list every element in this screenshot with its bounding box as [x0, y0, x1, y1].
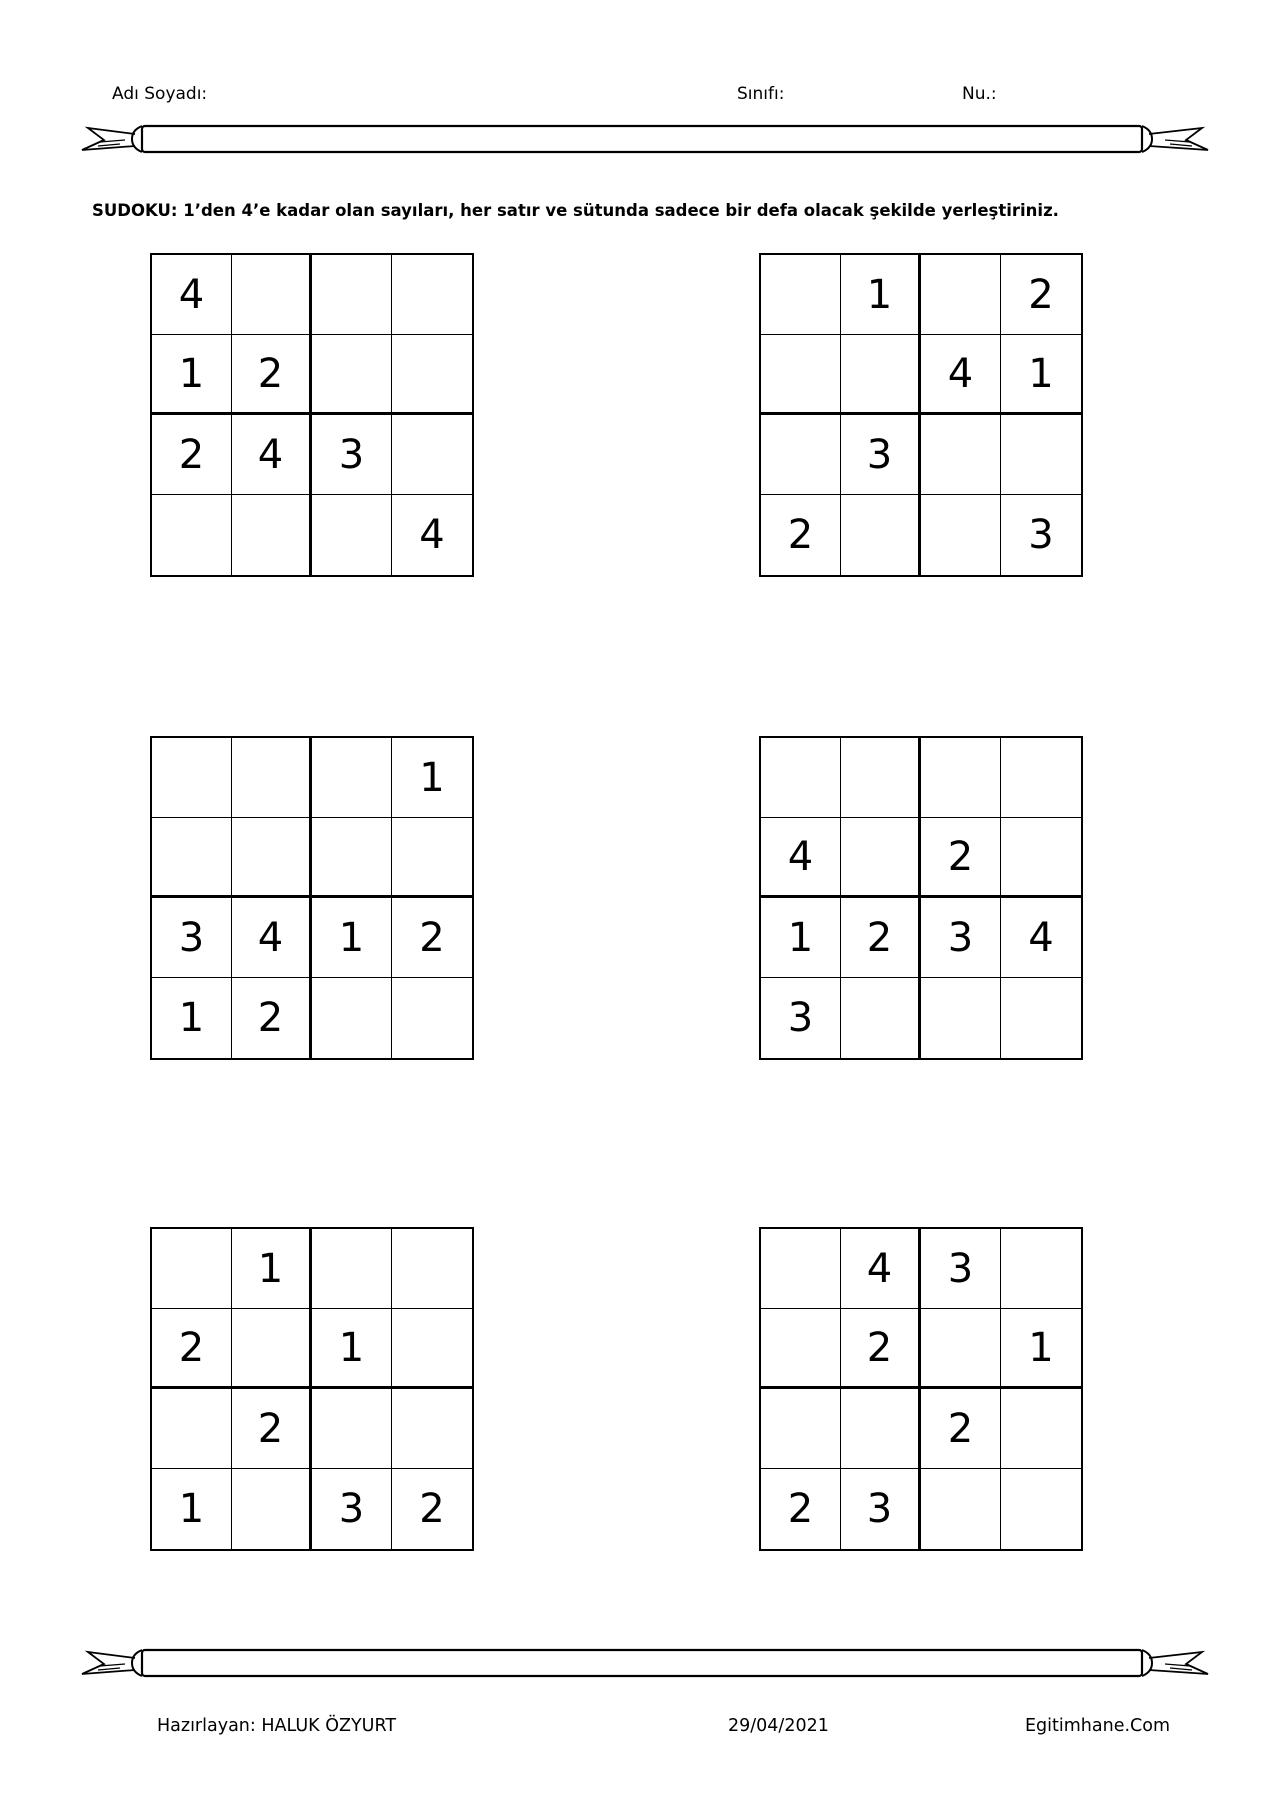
- sudoku-cell[interactable]: [761, 255, 841, 335]
- sudoku-cell[interactable]: [1001, 1229, 1081, 1309]
- sudoku-cell[interactable]: 2: [1001, 255, 1081, 335]
- sudoku-cell[interactable]: [152, 1229, 232, 1309]
- top-ribbon-decoration: [80, 116, 1210, 166]
- sudoku-cell[interactable]: [1001, 818, 1081, 898]
- sudoku-cell[interactable]: [761, 738, 841, 818]
- sudoku-cell[interactable]: [921, 255, 1001, 335]
- sudoku-cell[interactable]: [1001, 1469, 1081, 1549]
- sudoku-cell[interactable]: 4: [1001, 898, 1081, 978]
- sudoku-cell[interactable]: 4: [152, 255, 232, 335]
- sudoku-grid-3: [150, 736, 474, 1060]
- author-credit: Hazırlayan: HALUK ÖZYURT: [157, 1716, 397, 1736]
- sudoku-cell[interactable]: [232, 818, 312, 898]
- sudoku-cell[interactable]: [312, 335, 392, 415]
- sudoku-cell[interactable]: [152, 818, 232, 898]
- sudoku-cell[interactable]: 3: [921, 1229, 1001, 1309]
- sudoku-cell[interactable]: [232, 1469, 312, 1549]
- sudoku-cell[interactable]: [232, 1309, 312, 1389]
- sudoku-cell[interactable]: 3: [312, 415, 392, 495]
- sudoku-cell[interactable]: [761, 1229, 841, 1309]
- sudoku-cell[interactable]: [392, 255, 472, 335]
- sudoku-cell[interactable]: 1: [152, 1469, 232, 1549]
- sudoku-cell[interactable]: [841, 978, 921, 1058]
- sudoku-cell[interactable]: [312, 978, 392, 1058]
- sudoku-cell[interactable]: [761, 1309, 841, 1389]
- sudoku-cell[interactable]: 2: [761, 495, 841, 575]
- sudoku-cell[interactable]: 1: [1001, 1309, 1081, 1389]
- sudoku-cell[interactable]: 3: [761, 978, 841, 1058]
- sudoku-cell[interactable]: [312, 255, 392, 335]
- sudoku-grid-1: [150, 253, 474, 577]
- site-name: Egitimhane.Com: [1025, 1716, 1171, 1736]
- sudoku-cell[interactable]: [392, 1309, 472, 1389]
- sudoku-grid-5: [150, 1227, 474, 1551]
- sudoku-cell[interactable]: 2: [841, 1309, 921, 1389]
- sudoku-cell[interactable]: [152, 495, 232, 575]
- sudoku-cell[interactable]: 1: [1001, 335, 1081, 415]
- sudoku-grid-6: [759, 1227, 1083, 1551]
- sudoku-cell[interactable]: [1001, 738, 1081, 818]
- sudoku-cell[interactable]: 1: [761, 898, 841, 978]
- sudoku-cell[interactable]: 3: [841, 1469, 921, 1549]
- sudoku-cell[interactable]: [921, 1469, 1001, 1549]
- sudoku-cell[interactable]: [1001, 415, 1081, 495]
- sudoku-cell[interactable]: [232, 495, 312, 575]
- sudoku-cell[interactable]: [921, 1309, 1001, 1389]
- sudoku-cell[interactable]: 1: [152, 978, 232, 1058]
- sudoku-cell[interactable]: 4: [841, 1229, 921, 1309]
- sudoku-cell[interactable]: [392, 335, 472, 415]
- sudoku-cell[interactable]: [392, 818, 472, 898]
- sudoku-cell[interactable]: [392, 1389, 472, 1469]
- sudoku-cell[interactable]: [761, 415, 841, 495]
- sudoku-cell[interactable]: [761, 335, 841, 415]
- sudoku-cell[interactable]: [312, 495, 392, 575]
- sudoku-cell[interactable]: 1: [312, 898, 392, 978]
- sudoku-cell[interactable]: 1: [232, 1229, 312, 1309]
- sudoku-cell[interactable]: [312, 738, 392, 818]
- sudoku-cell[interactable]: [921, 415, 1001, 495]
- sudoku-cell[interactable]: [921, 978, 1001, 1058]
- sudoku-cell[interactable]: [841, 335, 921, 415]
- sudoku-cell[interactable]: 3: [921, 898, 1001, 978]
- sudoku-cell[interactable]: [841, 1389, 921, 1469]
- sudoku-cell[interactable]: [152, 1389, 232, 1469]
- sudoku-cell[interactable]: 1: [841, 255, 921, 335]
- sudoku-cell[interactable]: [312, 818, 392, 898]
- sudoku-cell[interactable]: 4: [232, 415, 312, 495]
- sudoku-grid-4: [759, 736, 1083, 1060]
- sudoku-cell[interactable]: [921, 738, 1001, 818]
- sudoku-cell[interactable]: 3: [1028, 512, 1054, 558]
- sudoku-cell[interactable]: 1: [312, 1309, 392, 1389]
- sudoku-cell[interactable]: 3: [841, 415, 921, 495]
- sudoku-cell[interactable]: 2: [761, 1469, 841, 1549]
- sudoku-cell[interactable]: [312, 1229, 392, 1309]
- bottom-ribbon-decoration: [80, 1640, 1210, 1690]
- sudoku-cell[interactable]: 2: [232, 978, 312, 1058]
- sudoku-cell[interactable]: 4: [921, 335, 1001, 415]
- sudoku-cell[interactable]: 2: [152, 415, 232, 495]
- sudoku-cell[interactable]: [841, 738, 921, 818]
- sudoku-cell[interactable]: [392, 415, 472, 495]
- sudoku-cell[interactable]: 2: [232, 1389, 312, 1469]
- sudoku-cell[interactable]: 2: [152, 1309, 232, 1389]
- sudoku-cell[interactable]: [761, 1389, 841, 1469]
- sudoku-cell[interactable]: 2: [921, 818, 1001, 898]
- sudoku-cell[interactable]: [841, 495, 921, 575]
- sudoku-cell[interactable]: [392, 978, 472, 1058]
- sudoku-cell[interactable]: 3: [312, 1469, 392, 1549]
- sudoku-cell[interactable]: 2: [392, 898, 472, 978]
- number-label: Nu.:: [962, 84, 997, 104]
- sudoku-cell[interactable]: [1001, 1389, 1081, 1469]
- instructions: SUDOKU: 1’den 4’e kadar olan sayıları, her satır ve sütunda sadece bir defa olacak şekilde yerleştiriniz.: [92, 201, 1059, 220]
- sudoku-cell[interactable]: [232, 738, 312, 818]
- sudoku-grid-2: [759, 253, 1083, 577]
- sudoku-cell[interactable]: 2: [841, 898, 921, 978]
- sudoku-cell[interactable]: [232, 255, 312, 335]
- sudoku-cell[interactable]: [841, 818, 921, 898]
- class-label: Sınıfı:: [737, 84, 785, 104]
- date-text: 29/04/2021: [728, 1716, 829, 1736]
- sudoku-cell[interactable]: 1: [152, 335, 232, 415]
- sudoku-cell[interactable]: [392, 1229, 472, 1309]
- sudoku-cell[interactable]: 1: [392, 738, 472, 818]
- sudoku-cell[interactable]: 2: [419, 1486, 445, 1532]
- name-label: Adı Soyadı:: [112, 84, 208, 104]
- sudoku-cell[interactable]: [312, 1389, 392, 1469]
- sudoku-cell[interactable]: [152, 738, 232, 818]
- sudoku-cell[interactable]: 2: [921, 1389, 1001, 1469]
- sudoku-cell[interactable]: 4: [761, 818, 841, 898]
- sudoku-cell[interactable]: 2: [232, 335, 312, 415]
- sudoku-cell[interactable]: [1001, 978, 1081, 1058]
- sudoku-cell[interactable]: 4: [419, 512, 445, 558]
- sudoku-cell[interactable]: 3: [152, 898, 232, 978]
- sudoku-cell[interactable]: 4: [232, 898, 312, 978]
- sudoku-cell[interactable]: [921, 495, 1001, 575]
